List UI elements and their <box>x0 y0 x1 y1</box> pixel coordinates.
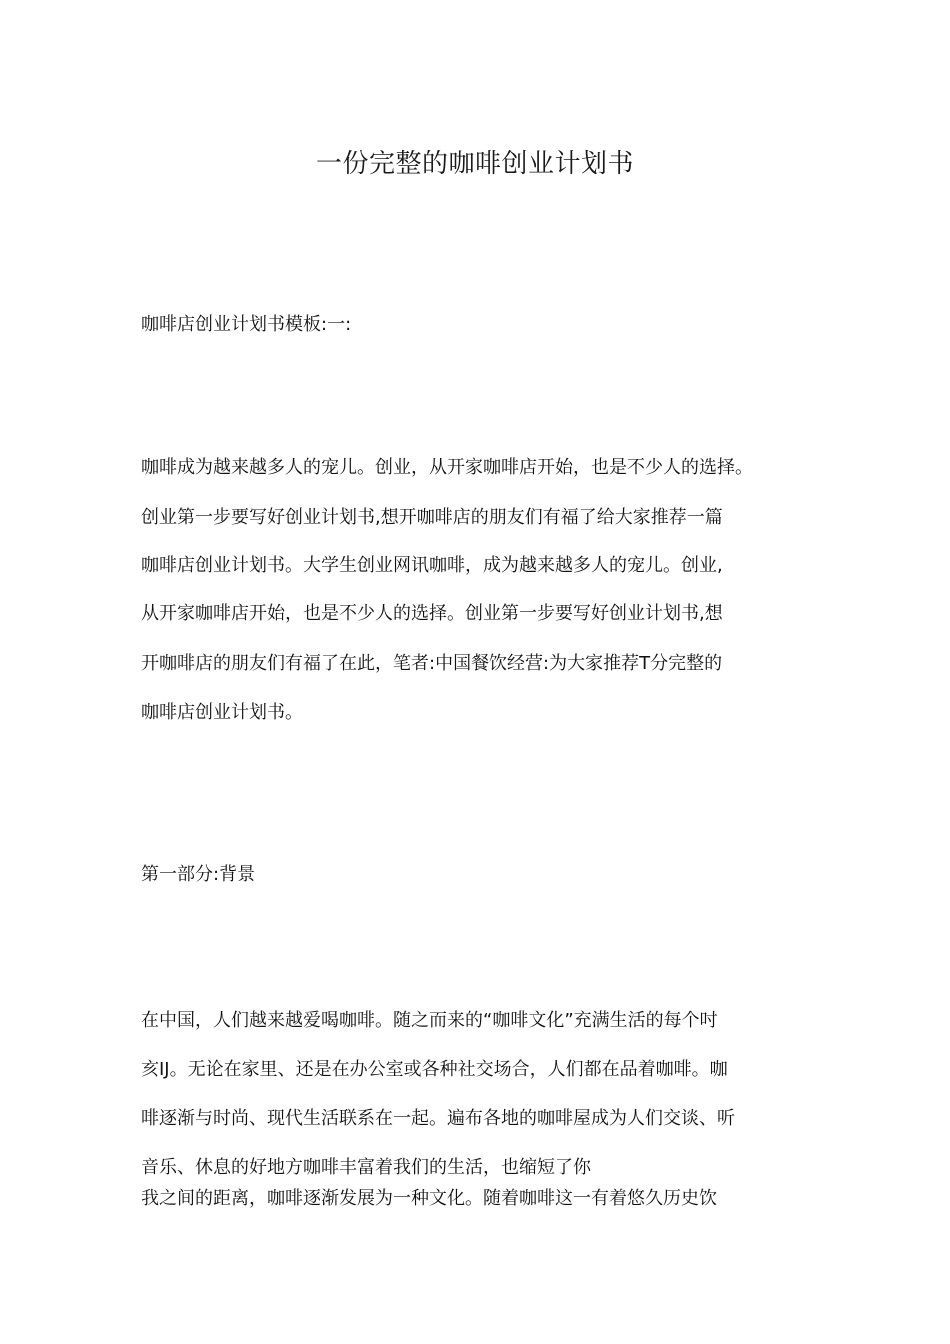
section1-line-2: 亥IJ。无论在家里、还是在办公室或各种社交场合，人们都在品着咖啡。咖 <box>141 1059 728 1080</box>
section1-line-1: 在中国，人们越来越爱喝咖啡。随之而来的“咖啡文化”充满生活的每个吋 <box>141 1010 718 1031</box>
intro-line-2: 创业第一步要写好创业计划书,想开咖啡店的朋友们有福了给大家推荐一篇 <box>141 507 723 528</box>
intro-line-1: 咖啡成为越来越多人的宠儿。创业，从开家咖啡店开始，也是不少人的选择。 <box>141 457 753 478</box>
template-heading: 咖啡店创业计划书模板:一: <box>141 314 352 335</box>
section1-line-5: 我之间的距离，咖啡逐渐发展为一种文化。随着咖啡这一有着悠久历史饮 <box>141 1188 717 1209</box>
section1-line-3: 啡逐渐与时尚、现代生活联系在一起。遍布各地的咖啡屋成为人们交谈、听 <box>141 1108 735 1129</box>
intro-line-6: 咖啡店创业计划书。 <box>141 702 303 723</box>
section1-heading: 第一部分:背景 <box>141 864 256 885</box>
intro-line-3: 咖啡店创业计划书。大学生创业网讯咖啡，成为越来越多人的宠儿。创业, <box>141 555 723 576</box>
intro-line-4: 从开家咖啡店开始，也是不少人的选择。创业第一步要写好创业计划书,想 <box>141 603 723 624</box>
document-title: 一份完整的咖啡创业计划书 <box>315 149 634 179</box>
intro-line-5: 开咖啡店的朋友们有福了在此，笔者:中国餐饮经营:为大家推荐T分完整的 <box>141 653 723 674</box>
section1-line-4: 音乐、休息的好地方咖啡丰富着我们的生活，也缩短了你 <box>141 1157 591 1178</box>
